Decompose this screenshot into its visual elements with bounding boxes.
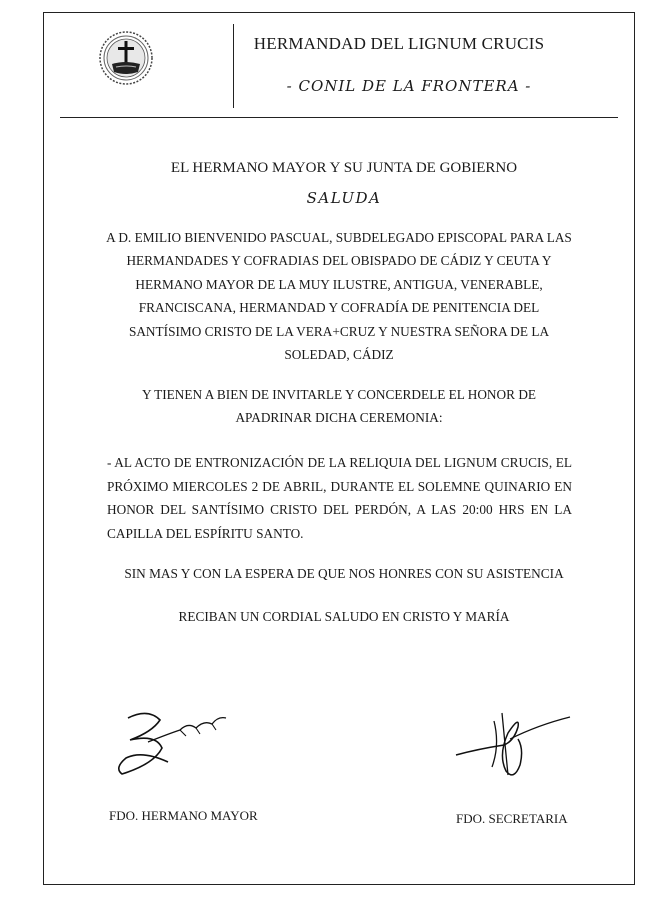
secretaria-signature: [448, 705, 578, 790]
greeting-line: RECIBAN UN CORDIAL SALUDO EN CRISTO Y MARÍA: [178, 609, 510, 624]
addressee-line: SANTÍSIMO CRISTO DE LA VERA+CRUZ Y NUESTRA SEÑORA DE LA: [128, 323, 550, 339]
addressee-line: HERMANDADES Y COFRADIAS DEL OBISPADO DE CÁDIZ Y CEUTA Y: [126, 253, 552, 269]
addressee-paragraph: [104, 226, 574, 366]
invitation-paragraph: [104, 383, 574, 429]
header-divider-horizontal: [60, 117, 618, 118]
hermano-mayor-signature: [108, 700, 238, 785]
addressee-line: HERMANO MAYOR DE LA MUY ILUSTRE, ANTIGUA, VENERABLE,: [135, 276, 543, 292]
signature-label-hermano-mayor: FDO. HERMANO MAYOR: [109, 808, 258, 823]
closing-line: SIN MAS Y CON LA ESPERA DE QUE NOS HONRES CON SU ASISTENCIA: [124, 566, 564, 581]
saluda-title: SALUDA: [306, 189, 382, 207]
document-headline: EL HERMANO MAYOR Y SU JUNTA DE GOBIERNO: [170, 160, 518, 176]
organization-name: HERMANDAD DEL LIGNUM CRUCIS: [253, 34, 545, 53]
organization-city: - CONIL DE LA FRONTERA -: [286, 77, 532, 95]
invitation-line: Y TIENEN A BIEN DE INVITARLE Y CONCERDELE EL HONOR DE: [141, 387, 537, 402]
signature-label-secretaria: FDO. SECRETARIA: [456, 811, 568, 826]
addressee-line: A D. EMILIO BIENVENIDO PASCUAL, SUBDELEGADO EPISCOPAL PARA LAS: [106, 230, 572, 245]
invitation-line: APADRINAR DICHA CEREMONIA:: [235, 410, 443, 425]
addressee-line: SOLEDAD, CÁDIZ: [284, 347, 394, 363]
event-paragraph: - AL ACTO DE ENTRONIZACIÓN DE LA RELIQUIA DEL LIGNUM CRUCIS, EL PRÓXIMO MIERCOLES 2 DE ABRIL, DURANTE EL SOLEMNE QUINARIO EN HONOR DEL SANTÍSIMO CRISTO DEL PERDÓN, A LAS 20:00 HRS EN LA CAPILLA DEL ESPÍRITU SANTO.: [107, 455, 572, 541]
addressee-line: FRANCISCANA, HERMANDAD Y COFRADÍA DE PENITENCIA DEL: [138, 300, 540, 316]
brotherhood-emblem-icon: [98, 30, 154, 86]
